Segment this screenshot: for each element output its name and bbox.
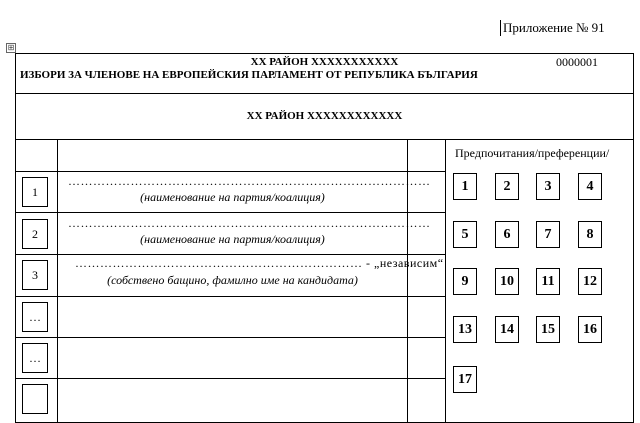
header-divider [15, 93, 634, 94]
row-divider [15, 337, 446, 338]
serial-number: 0000001 [556, 55, 598, 69]
preference-box-2[interactable]: 2 [495, 173, 519, 200]
party-name-placeholder: …………………………………………………………………………… [68, 216, 431, 230]
preference-box-15[interactable]: 15 [536, 316, 560, 343]
table-anchor-icon[interactable]: ⊞ [7, 43, 15, 52]
preference-box-12[interactable]: 12 [578, 268, 602, 295]
appendix-label: Приложение № 91 [503, 20, 605, 35]
preference-box-13[interactable]: 13 [453, 316, 477, 343]
preference-box-8[interactable]: 8 [578, 221, 602, 248]
preference-box-14[interactable]: 14 [495, 316, 519, 343]
preference-box-1[interactable]: 1 [453, 173, 477, 200]
district-line-1: XX РАЙОН XXXXXXXXXXX [250, 56, 399, 68]
header-divider [15, 139, 634, 140]
row-divider [15, 296, 446, 297]
party-name-caption: (наименование на партия/коалиция) [140, 232, 325, 246]
preferences-title: Предпочитания/преференции/ [455, 146, 610, 160]
preference-box-5[interactable]: 5 [453, 221, 477, 248]
row-number-box: … [22, 343, 48, 373]
independent-candidate-placeholder: …………………………………………………………… - „независим“ [75, 256, 444, 270]
row-divider [15, 212, 446, 213]
row-number-box: 1 [22, 177, 48, 207]
preference-box-16[interactable]: 16 [578, 316, 602, 343]
preference-box-3[interactable]: 3 [536, 173, 560, 200]
election-title: ИЗБОРИ ЗА ЧЛЕНОВЕ НА ЕВРОПЕЙСКИЯ ПАРЛАМЕНТ ОТ РЕПУБЛИКА БЪЛГАРИЯ [20, 69, 478, 81]
preference-box-7[interactable]: 7 [536, 221, 560, 248]
party-name-caption: (наименование на партия/коалиция) [140, 190, 325, 204]
preference-box-6[interactable]: 6 [495, 221, 519, 248]
row-number-box: 2 [22, 219, 48, 249]
column-divider [445, 139, 446, 423]
preference-box-11[interactable]: 11 [536, 268, 560, 295]
row-number-box [22, 384, 48, 414]
party-name-placeholder: …………………………………………………………………………… [68, 174, 431, 188]
row-divider [15, 171, 446, 172]
text-cursor-bar [500, 20, 501, 36]
row-divider [15, 254, 446, 255]
row-divider [15, 378, 446, 379]
district-line-2: XX РАЙОН XXXXXXXXXXXX [246, 110, 403, 122]
preference-box-4[interactable]: 4 [578, 173, 602, 200]
row-number-box: … [22, 302, 48, 332]
preference-box-17[interactable]: 17 [453, 366, 477, 393]
independent-candidate-caption: (собствено бащино, фамилно име на кандидата) [107, 273, 358, 287]
preference-box-9[interactable]: 9 [453, 268, 477, 295]
row-number-box: 3 [22, 260, 48, 290]
preference-box-10[interactable]: 10 [495, 268, 519, 295]
